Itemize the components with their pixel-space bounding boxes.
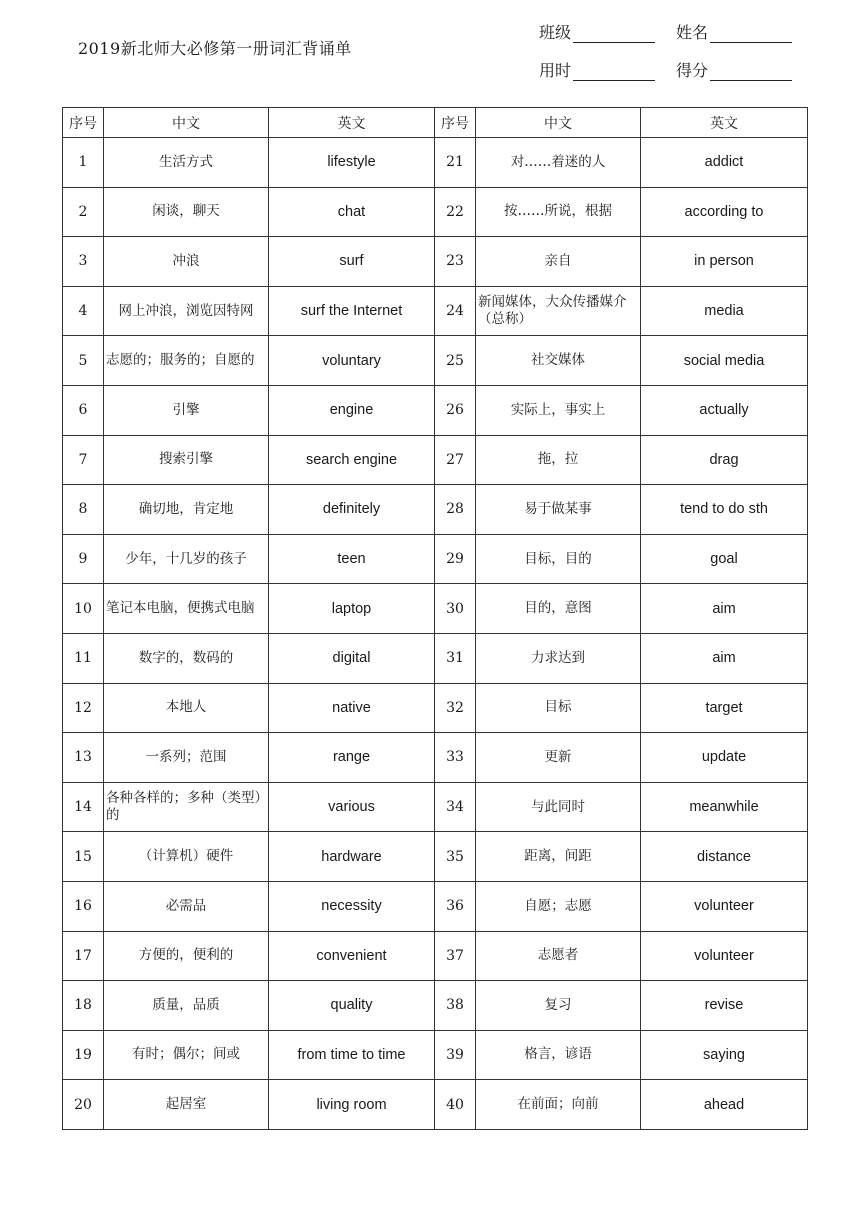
chinese-meaning: （计算机）硬件 bbox=[104, 832, 269, 882]
chinese-meaning: 自愿；志愿 bbox=[476, 881, 641, 931]
row-number: 7 bbox=[63, 435, 104, 485]
row-number: 10 bbox=[63, 584, 104, 634]
table-row bbox=[63, 138, 808, 188]
chinese-meaning: 与此同时 bbox=[476, 782, 641, 832]
row-number: 3 bbox=[63, 237, 104, 287]
row-number: 8 bbox=[63, 485, 104, 535]
chinese-meaning: 本地人 bbox=[104, 683, 269, 733]
table-row bbox=[63, 733, 808, 783]
chinese-meaning: 方便的，便利的 bbox=[104, 931, 269, 981]
english-word: living room bbox=[269, 1080, 435, 1130]
class-field bbox=[539, 20, 655, 43]
row-number: 28 bbox=[435, 485, 476, 535]
chinese-meaning: 目的，意图 bbox=[476, 584, 641, 634]
english-word: from time to time bbox=[269, 1030, 435, 1080]
english-word: media bbox=[641, 286, 808, 336]
table-row bbox=[63, 187, 808, 237]
name-field bbox=[676, 20, 792, 43]
table-row bbox=[63, 237, 808, 287]
english-word: saying bbox=[641, 1030, 808, 1080]
header-no-right: 序号 bbox=[435, 108, 476, 138]
table-row bbox=[63, 981, 808, 1031]
chinese-meaning: 搜索引擎 bbox=[104, 435, 269, 485]
class-label: 班级 bbox=[539, 23, 572, 42]
english-word: social media bbox=[641, 336, 808, 386]
chinese-meaning: 新闻媒体，大众传播媒介（总称） bbox=[476, 286, 641, 336]
time-field bbox=[539, 58, 655, 81]
row-number: 30 bbox=[435, 584, 476, 634]
header-en-right: 英文 bbox=[641, 108, 808, 138]
row-number: 38 bbox=[435, 981, 476, 1031]
header-en-left: 英文 bbox=[269, 108, 435, 138]
score-blank[interactable] bbox=[710, 62, 792, 81]
chinese-meaning: 有时；偶尔；间或 bbox=[104, 1030, 269, 1080]
table-row bbox=[63, 584, 808, 634]
header-no-left: 序号 bbox=[63, 108, 104, 138]
table-body bbox=[63, 138, 808, 1130]
chinese-meaning: 按……所说，根据 bbox=[476, 187, 641, 237]
table-row bbox=[63, 286, 808, 336]
chinese-meaning: 生活方式 bbox=[104, 138, 269, 188]
english-word: target bbox=[641, 683, 808, 733]
row-number: 27 bbox=[435, 435, 476, 485]
name-label: 姓名 bbox=[676, 23, 709, 42]
row-number: 25 bbox=[435, 336, 476, 386]
row-number: 34 bbox=[435, 782, 476, 832]
english-word: ahead bbox=[641, 1080, 808, 1130]
row-number: 9 bbox=[63, 534, 104, 584]
chinese-meaning: 目标，目的 bbox=[476, 534, 641, 584]
english-word: according to bbox=[641, 187, 808, 237]
english-word: engine bbox=[269, 385, 435, 435]
chinese-meaning: 网上冲浪，浏览因特网 bbox=[104, 286, 269, 336]
table-row bbox=[63, 633, 808, 683]
row-number: 11 bbox=[63, 633, 104, 683]
row-number: 33 bbox=[435, 733, 476, 783]
row-number: 6 bbox=[63, 385, 104, 435]
chinese-meaning: 力求达到 bbox=[476, 633, 641, 683]
english-word: actually bbox=[641, 385, 808, 435]
table-row bbox=[63, 385, 808, 435]
table-row bbox=[63, 881, 808, 931]
chinese-meaning: 复习 bbox=[476, 981, 641, 1031]
chinese-meaning: 质量，品质 bbox=[104, 981, 269, 1031]
chinese-meaning: 一系列；范围 bbox=[104, 733, 269, 783]
english-word: various bbox=[269, 782, 435, 832]
row-number: 21 bbox=[435, 138, 476, 188]
row-number: 5 bbox=[63, 336, 104, 386]
english-word: teen bbox=[269, 534, 435, 584]
chinese-meaning: 目标 bbox=[476, 683, 641, 733]
row-number: 31 bbox=[435, 633, 476, 683]
english-word: quality bbox=[269, 981, 435, 1031]
chinese-meaning: 志愿的；服务的；自愿的 bbox=[104, 336, 269, 386]
chinese-meaning: 各种各样的；多种（类型）的 bbox=[104, 782, 269, 832]
row-number: 20 bbox=[63, 1080, 104, 1130]
english-word: surf bbox=[269, 237, 435, 287]
table-row bbox=[63, 782, 808, 832]
chinese-meaning: 确切地，肯定地 bbox=[104, 485, 269, 535]
english-word: revise bbox=[641, 981, 808, 1031]
english-word: goal bbox=[641, 534, 808, 584]
chinese-meaning: 闲谈，聊天 bbox=[104, 187, 269, 237]
chinese-meaning: 易于做某事 bbox=[476, 485, 641, 535]
chinese-meaning: 在前面；向前 bbox=[476, 1080, 641, 1130]
chinese-meaning: 亲自 bbox=[476, 237, 641, 287]
row-number: 26 bbox=[435, 385, 476, 435]
english-word: addict bbox=[641, 138, 808, 188]
english-word: hardware bbox=[269, 832, 435, 882]
english-word: digital bbox=[269, 633, 435, 683]
row-number: 19 bbox=[63, 1030, 104, 1080]
row-number: 35 bbox=[435, 832, 476, 882]
english-word: aim bbox=[641, 633, 808, 683]
chinese-meaning: 少年，十几岁的孩子 bbox=[104, 534, 269, 584]
english-word: definitely bbox=[269, 485, 435, 535]
chinese-meaning: 拖，拉 bbox=[476, 435, 641, 485]
table-row bbox=[63, 1080, 808, 1130]
row-number: 14 bbox=[63, 782, 104, 832]
header-zh-left: 中文 bbox=[104, 108, 269, 138]
english-word: in person bbox=[641, 237, 808, 287]
row-number: 37 bbox=[435, 931, 476, 981]
chinese-meaning: 更新 bbox=[476, 733, 641, 783]
english-word: chat bbox=[269, 187, 435, 237]
row-number: 4 bbox=[63, 286, 104, 336]
chinese-meaning: 实际上，事实上 bbox=[476, 385, 641, 435]
table-row bbox=[63, 534, 808, 584]
table-row bbox=[63, 931, 808, 981]
english-word: update bbox=[641, 733, 808, 783]
row-number: 24 bbox=[435, 286, 476, 336]
row-number: 22 bbox=[435, 187, 476, 237]
row-number: 17 bbox=[63, 931, 104, 981]
table-row bbox=[63, 1030, 808, 1080]
english-word: aim bbox=[641, 584, 808, 634]
chinese-meaning: 格言，谚语 bbox=[476, 1030, 641, 1080]
time-blank[interactable] bbox=[573, 62, 655, 81]
row-number: 39 bbox=[435, 1030, 476, 1080]
chinese-meaning: 对……着迷的人 bbox=[476, 138, 641, 188]
row-number: 2 bbox=[63, 187, 104, 237]
name-blank[interactable] bbox=[710, 24, 792, 43]
row-number: 29 bbox=[435, 534, 476, 584]
row-number: 32 bbox=[435, 683, 476, 733]
header-zh-right: 中文 bbox=[476, 108, 641, 138]
english-word: native bbox=[269, 683, 435, 733]
english-word: laptop bbox=[269, 584, 435, 634]
english-word: volunteer bbox=[641, 881, 808, 931]
table-header-row bbox=[63, 108, 808, 138]
chinese-meaning: 笔记本电脑，便携式电脑 bbox=[104, 584, 269, 634]
row-number: 1 bbox=[63, 138, 104, 188]
class-blank[interactable] bbox=[573, 24, 655, 43]
chinese-meaning: 数字的，数码的 bbox=[104, 633, 269, 683]
english-word: volunteer bbox=[641, 931, 808, 981]
english-word: drag bbox=[641, 435, 808, 485]
chinese-meaning: 社交媒体 bbox=[476, 336, 641, 386]
english-word: distance bbox=[641, 832, 808, 882]
table-row bbox=[63, 435, 808, 485]
english-word: surf the Internet bbox=[269, 286, 435, 336]
vocabulary-table bbox=[62, 107, 808, 1130]
chinese-meaning: 距离，间距 bbox=[476, 832, 641, 882]
table-row bbox=[63, 336, 808, 386]
english-word: voluntary bbox=[269, 336, 435, 386]
table-row bbox=[63, 683, 808, 733]
chinese-meaning: 志愿者 bbox=[476, 931, 641, 981]
english-word: meanwhile bbox=[641, 782, 808, 832]
english-word: tend to do sth bbox=[641, 485, 808, 535]
english-word: lifestyle bbox=[269, 138, 435, 188]
row-number: 13 bbox=[63, 733, 104, 783]
chinese-meaning: 引擎 bbox=[104, 385, 269, 435]
row-number: 18 bbox=[63, 981, 104, 1031]
english-word: necessity bbox=[269, 881, 435, 931]
row-number: 16 bbox=[63, 881, 104, 931]
english-word: search engine bbox=[269, 435, 435, 485]
chinese-meaning: 必需品 bbox=[104, 881, 269, 931]
row-number: 12 bbox=[63, 683, 104, 733]
row-number: 15 bbox=[63, 832, 104, 882]
row-number: 36 bbox=[435, 881, 476, 931]
score-field bbox=[676, 58, 792, 81]
table-row bbox=[63, 485, 808, 535]
chinese-meaning: 冲浪 bbox=[104, 237, 269, 287]
row-number: 40 bbox=[435, 1080, 476, 1130]
time-label: 用时 bbox=[539, 61, 572, 80]
document-title: 2019新北师大必修第一册词汇背诵单 bbox=[78, 39, 352, 58]
english-word: convenient bbox=[269, 931, 435, 981]
table-row bbox=[63, 832, 808, 882]
score-label: 得分 bbox=[676, 61, 709, 80]
chinese-meaning: 起居室 bbox=[104, 1080, 269, 1130]
row-number: 23 bbox=[435, 237, 476, 287]
english-word: range bbox=[269, 733, 435, 783]
